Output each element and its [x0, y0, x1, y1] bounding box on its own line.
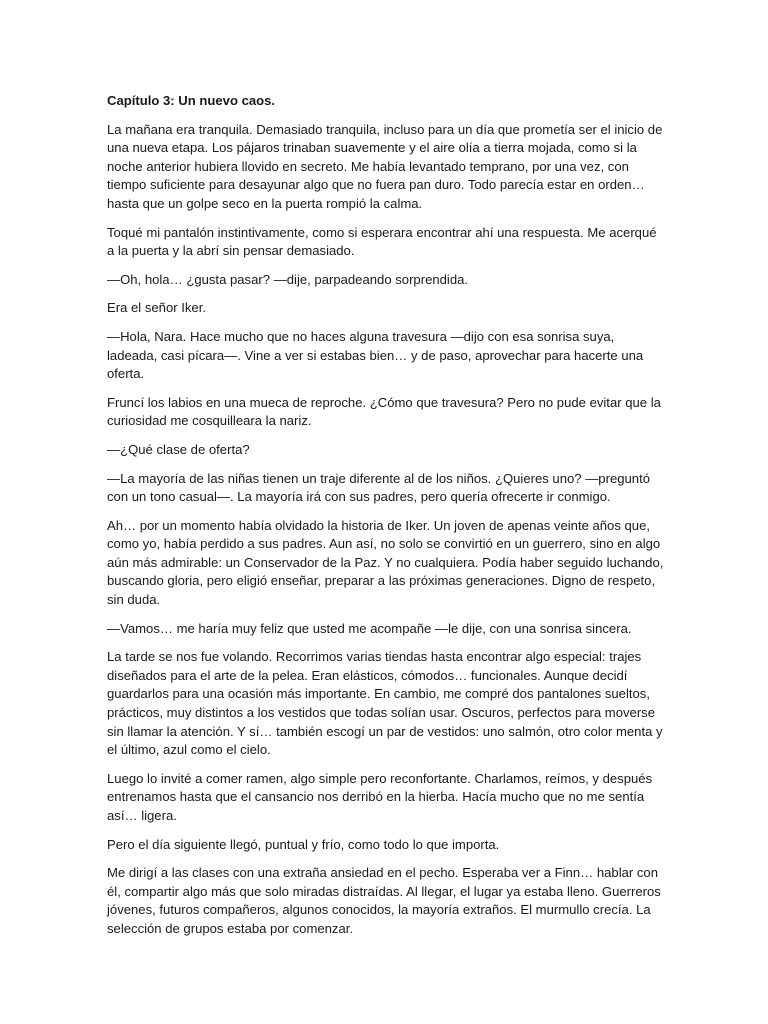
- paragraph-14: Me dirigí a las clases con una extraña ansiedad en el pecho. Esperaba ver a Finn… hablar con él, compartir algo más que solo miradas distraídas. Al llegar, el lugar ya estaba lleno. Guerreros jóvenes, futuros compañeros, algunos conocidos, la mayoría extraños. El murmullo crecía. La selección de grupos estaba por comenzar.: [107, 865, 661, 936]
- paragraph-10: —Vamos… me haría muy feliz que usted me acompañe —le dije, con una sonrisa sincera.: [107, 620, 632, 636]
- paragraph-13: Pero el día siguiente llegó, puntual y frío, como todo lo que importa.: [107, 836, 500, 852]
- paragraph-7: —¿Qué clase de oferta?: [107, 441, 250, 457]
- paragraph-4: Era el señor Iker.: [107, 300, 206, 316]
- chapter-title: Capítulo 3: Un nuevo caos.: [107, 93, 276, 108]
- paragraph-1: La mañana era tranquila. Demasiado tranquila, incluso para un día que prometía ser el inicio de una nueva etapa. Los pájaros trinaban suavemente y el aire olía a tierra mojada, como si la noche anterior hubiera llovido en secreto. Me había levantado temprano, por una vez, con tiempo suficiente para desayunar algo que no fuera pan duro. Todo parecía estar en orden… hasta que un golpe seco en la puerta rompió la calma.: [107, 121, 663, 211]
- paragraph-12: Luego lo invité a comer ramen, algo simple pero reconfortante. Charlamos, reímos, y después entrenamos hasta que el cansancio nos derribó en la hierba. Hacía mucho que no me sentía así… ligera.: [107, 770, 653, 823]
- paragraph-8: —La mayoría de las niñas tienen un traje diferente al de los niños. ¿Quieres uno? —preguntó con un tono casual—. La mayoría irá con sus padres, pero quería ofrecerte ir conmigo.: [107, 470, 650, 505]
- paragraph-9: Ah… por un momento había olvidado la historia de Iker. Un joven de apenas veinte años que, como yo, había perdido a sus padres. Aun así, no solo se convirtió en un guerrero, sino en algo aún más admirable: un Conservador de la Paz. Y no cualquiera. Podía haber seguido luchando, buscando gloria, pero eligió enseñar, preparar a las próximas generaciones. Digno de respeto, sin duda.: [107, 517, 664, 608]
- paragraph-6: Fruncí los labios en una mueca de reproche. ¿Cómo que travesura? Pero no pude evitar que la curiosidad me cosquilleara la nariz.: [107, 394, 661, 429]
- paragraph-3: —Oh, hola… ¿gusta pasar? —dije, parpadeando sorprendida.: [107, 271, 469, 287]
- document-page: [107, 92, 667, 949]
- paragraph-2: Toqué mi pantalón instintivamente, como si esperara encontrar ahí una respuesta. Me acerqué a la puerta y la abrí sin pensar demasiado.: [107, 224, 657, 259]
- paragraph-11: La tarde se nos fue volando. Recorrimos varias tiendas hasta encontrar algo especial: trajes diseñados para el arte de la pelea. Eran elásticos, cómodos… funcionales. Aunque decidí guardarlos para una ocasión más importante. En cambio, me compré dos pantalones sueltos, prácticos, muy distintos a los vestidos que todas solían usar. Oscuros, perfectos para moverse sin llamar la atención. Y sí… también escogí un par de vestidos: uno salmón, otro color menta y el último, azul como el cielo.: [107, 649, 663, 758]
- paragraph-5: —Hola, Nara. Hace mucho que no haces alguna travesura —dijo con esa sonrisa suya, ladeada, casi pícara—. Vine a ver si estabas bien… y de paso, aprovechar para hacerte una oferta.: [107, 328, 644, 382]
